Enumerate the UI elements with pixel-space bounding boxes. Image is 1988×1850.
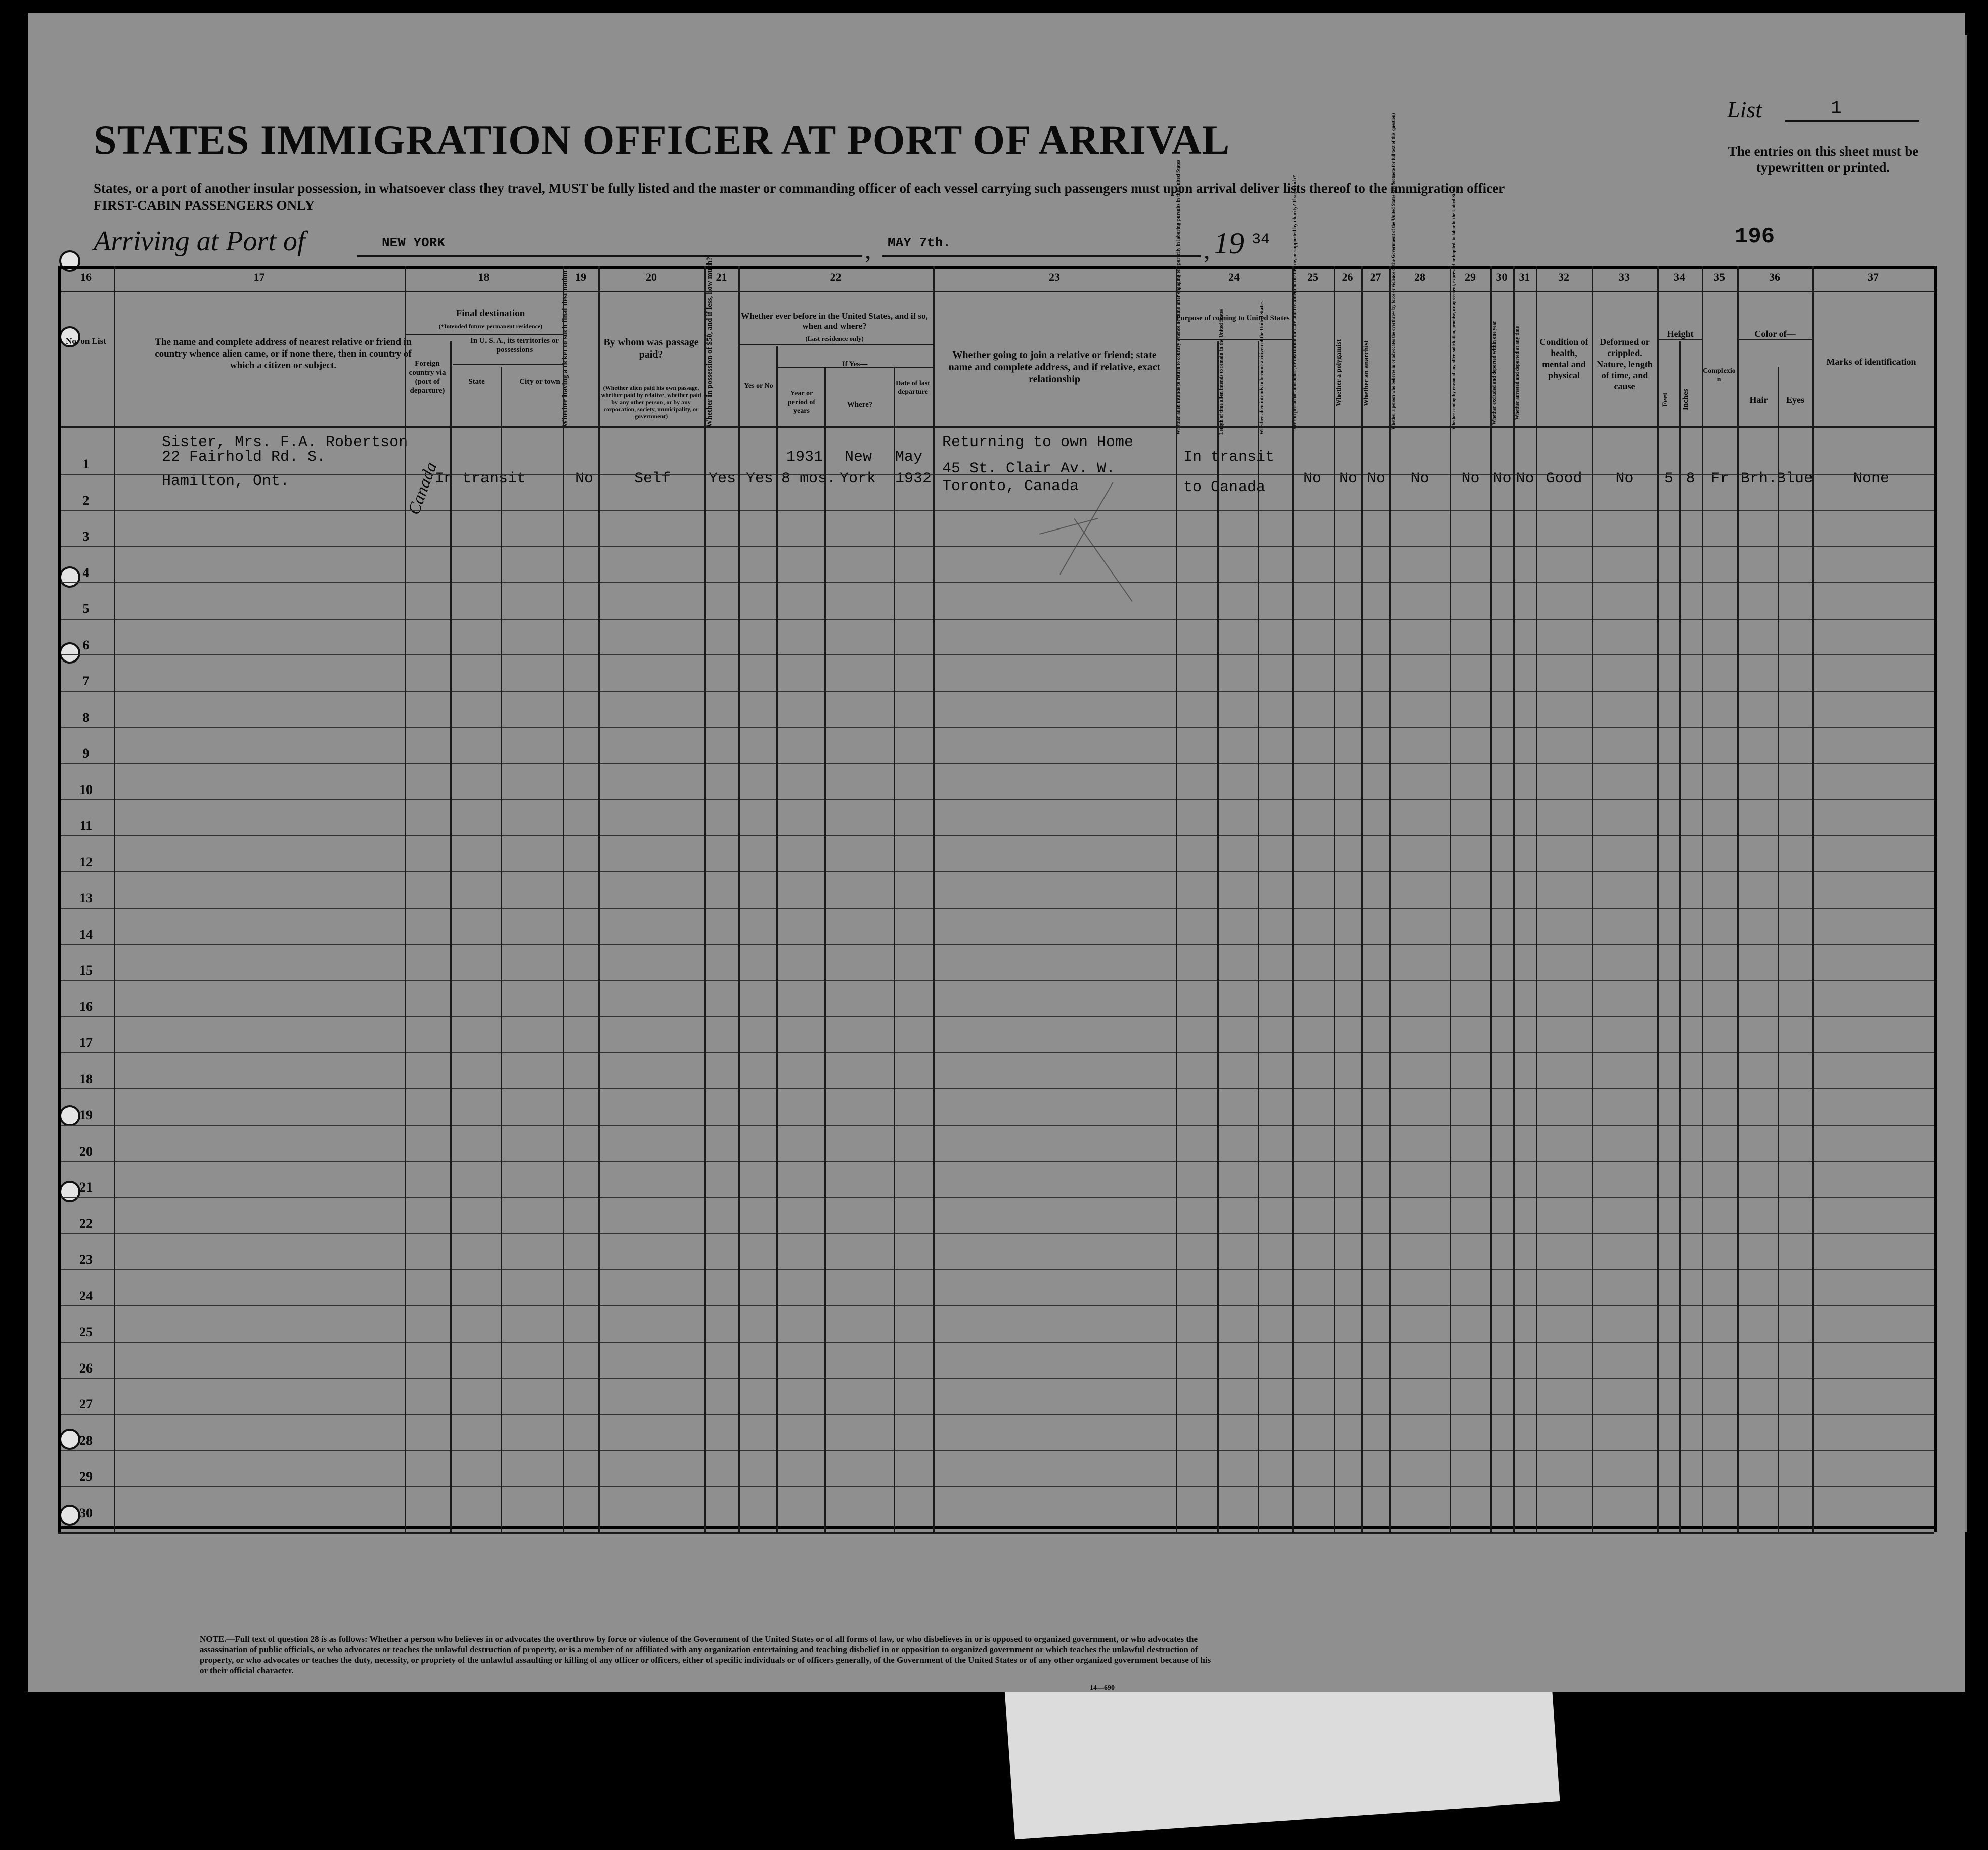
col34-feet: Feet [1661,392,1669,407]
column-number: 16 [80,271,92,283]
column-divider [1513,266,1515,1532]
column-divider [1292,266,1294,1532]
col18-state: State [468,378,485,386]
column-divider [1702,266,1703,1532]
column-number-divider [58,291,1934,292]
row-divider [58,908,1934,909]
col23-header: Whether going to join a relative or friend; state name and complete address, and if relative, exact relationship [948,349,1161,385]
sub-column-divider [1679,341,1681,1532]
column-divider [1657,266,1659,1532]
col20-header: By whom was passage paid? [603,337,699,360]
column-divider [1361,266,1363,1532]
column-divider [1536,266,1537,1532]
row-divider [58,582,1934,583]
pencil-mark [1059,482,1114,575]
relative-city: Hamilton, Ont. [162,473,290,490]
row-number: 27 [79,1397,93,1412]
row-divider [58,654,1934,655]
column-number: 19 [575,271,586,283]
column-number: 24 [1228,271,1240,283]
row-divider [58,1088,1934,1089]
before-where-2: York [840,470,876,488]
row-divider [58,510,1934,511]
column-divider [1176,266,1177,1532]
date-underline [882,255,1201,257]
row-number: 12 [79,854,93,869]
col24c-header: Whether alien intends to become a citizen of the United States [1259,301,1265,435]
col33-header: Deformed or crippled. Nature, length of time, and cause [1597,337,1653,391]
column-divider [114,266,115,1532]
row-number: 20 [79,1143,93,1159]
column-divider [1592,266,1593,1532]
sub-column-divider [1778,367,1779,1532]
join-line-1: Returning to own Home [942,434,1134,451]
row-divider [58,546,1934,547]
column-number: 20 [646,271,657,283]
header-sub-divider [405,334,563,335]
column-number: 27 [1369,271,1381,283]
column-number: 23 [1049,271,1060,283]
header-sub-divider [1657,339,1702,340]
col18-foreign: Foreign country via (port of departure) [409,360,446,395]
row-number: 4 [82,565,90,580]
column-divider [738,266,740,1532]
row-number: 23 [79,1252,93,1267]
row-number: 8 [82,710,90,725]
row-divider [58,1016,1934,1017]
arriving-label: Arriving at Port of [94,226,305,257]
column-number: 17 [253,271,265,283]
row-divider [58,691,1934,692]
polygamist-answer: No [1339,470,1357,488]
row-number: 30 [79,1505,93,1520]
row-number: 22 [79,1216,93,1231]
column-divider [598,266,600,1532]
col16-header: No. on List [66,336,106,346]
join-line-3: Toronto, Canada [942,478,1079,495]
identification-marks: None [1852,470,1889,488]
anarchist-answer: No [1366,470,1385,488]
year-prefix: 19 [1214,227,1244,260]
sub-column-divider [450,341,452,1532]
deported-answer: No [1516,470,1534,488]
row-divider [58,799,1934,800]
health-condition: Good [1545,470,1582,488]
row-divider [58,1414,1934,1415]
col18-sub: (*Intended future permanent residence) [438,323,543,330]
row-divider [58,1161,1934,1162]
column-number: 21 [716,271,727,283]
col36-title: Color of— [1754,329,1796,339]
col27-header: Whether an anarchist [1363,340,1371,406]
row-number: 5 [82,601,90,616]
row-divider [58,619,1934,620]
row-number: 11 [79,818,93,833]
col24-title: Purpose of coming to United States [1176,314,1290,322]
column-divider [1737,266,1739,1532]
before-where-1: New [845,449,872,466]
pencil-mark [1074,518,1132,602]
header-sub-divider [453,364,563,365]
col22-yesno: Yes or No [744,382,773,390]
handwritten-destination: Canada [405,459,441,517]
column-divider [704,266,706,1532]
column-number: 34 [1674,271,1685,283]
col18-city: City or town [519,378,560,386]
money-possession: Yes [709,470,736,488]
year-suffix: 34 [1252,231,1270,248]
col32-header: Condition of health, mental and physical [1539,337,1588,380]
column-number: 25 [1307,271,1318,283]
col29-header: Whether coming by reason of any offer, solicitation, promise, or agreement, expressed or implied, to labor in the United States [1451,186,1456,430]
row-number: 28 [79,1433,93,1448]
row-number: 16 [79,999,93,1014]
row-number: 24 [79,1288,93,1303]
row-divider [58,1450,1934,1451]
col18-title: Final destination [456,308,525,319]
row-divider [58,1197,1934,1198]
list-number: 1 [1831,98,1842,118]
arrival-date: MAY 7th. [888,235,951,250]
column-divider [933,266,935,1532]
typewritten-note: The entries on this sheet must be typewritten or printed. [1728,144,1919,175]
eye-color: Blue [1777,470,1814,488]
row-divider [58,1052,1934,1053]
column-number: 36 [1769,271,1780,283]
row-divider [58,474,1934,475]
col31-header: Whether arrested and deported at any time [1515,326,1520,420]
column-number: 22 [830,271,842,283]
before-date-1: May [895,449,923,466]
before-date-2: 1932 [895,470,932,488]
column-divider [1812,266,1814,1532]
column-number: 33 [1619,271,1630,283]
comma-separator: , [1204,236,1210,264]
col22-title: Whether ever before in the United States, and if so, when and where? [741,311,928,331]
column-divider [563,266,564,1532]
col22-date: Date of last departure [896,380,930,396]
cabin-class-note: FIRST-CABIN PASSENGERS ONLY [94,198,315,213]
column-divider [1334,266,1335,1532]
column-number: 31 [1519,271,1530,283]
form-instructions: States, or a port of another insular possession, in whatsoever class they travel, MUST be fully listed and the master or commanding officer of each vessel carrying such passengers must upon arrival deliver lists thereof to the immigration officer [94,181,1505,196]
col36-eyes: Eyes [1786,394,1804,405]
row-divider [58,835,1934,836]
header-sub-divider [738,344,933,345]
sub-column-divider [824,367,826,1532]
col20-note: (Whether alien paid his own passage, whether paid by relative, whether paid by any other person, or by any corporation, society, municipality, or government) [601,384,701,420]
column-divider [1450,266,1451,1532]
prison-answer: No [1303,470,1321,488]
row-number: 7 [82,674,90,688]
column-number: 37 [1868,271,1879,283]
col24b-header: Length of time alien intends to remain in the United States [1219,309,1224,435]
list-underline [1785,120,1919,122]
list-label: List [1727,97,1762,122]
ticket-answer: No [575,470,593,488]
col19-header: Whether having a ticket to such final destination [561,270,569,427]
column-divider [1934,266,1937,1532]
sub-column-divider [776,346,778,1532]
sub-column-divider [501,367,502,1532]
comma-separator: , [865,236,871,264]
col21-header: Whether in possession of $50, and if less, how much? [705,257,714,427]
table-bottom-border [58,1526,1934,1529]
row-divider [58,1125,1934,1126]
table-top-border [58,266,1934,269]
row-divider [58,727,1934,728]
col22-where: Where? [847,401,873,409]
col26-header: Whether a polygamist [1335,339,1343,407]
column-number: 30 [1496,271,1508,283]
column-number: 35 [1714,271,1725,283]
before-year: 1931 [786,449,823,466]
row-number: 6 [82,637,90,652]
col30-header: Whether excluded and deported within one year [1492,321,1497,425]
row-number: 18 [79,1071,93,1086]
column-number: 32 [1558,271,1569,283]
row-number: 21 [79,1180,93,1195]
row-number: 10 [79,782,93,797]
relative-street: 22 Fairhold Rd. S. [162,449,326,466]
col22-year: Year or period of years [787,390,816,415]
manifest-sheet [28,13,1965,1692]
sub-column-divider [894,367,895,1532]
height-feet: 5 [1664,470,1673,488]
row-number: 15 [79,963,93,978]
column-number: 28 [1414,271,1425,283]
col34-title: Height [1667,329,1694,339]
column-divider [405,266,406,1532]
sub-column-divider [1217,341,1219,1532]
deformed-answer: No [1615,470,1634,488]
pencil-mark [1039,518,1098,535]
column-divider [1490,266,1492,1532]
row-divider [58,763,1934,764]
form-title: STATES IMMIGRATION OFFICER AT PORT OF ARRIVAL [94,117,1230,163]
relative-name: Sister, Mrs. F.A. Robertson [162,434,408,451]
table-bottom-rule [58,1532,1934,1534]
row-divider [58,1486,1934,1487]
column-number: 18 [478,271,490,283]
col18-usa: In U. S. A., its territories or possessions [470,337,559,354]
sub-column-divider [1258,341,1259,1532]
purpose-line-1: In transit [1183,449,1275,466]
row-number: 14 [79,927,93,942]
overthrow-answer: No [1410,470,1429,488]
passage-paid-by: Self [634,470,671,488]
col24a-header: Whether alien intends to return to country whence he came after engaging temporarily in laboring pursuits in the United States [1176,160,1181,435]
before-period: 8 mos. [781,470,836,488]
row-number: 3 [82,529,90,544]
page-number: 196 [1735,224,1775,249]
hair-color: Brh. [1740,470,1777,488]
header-bottom-border [58,426,1934,428]
col22-ifyes: If Yes— [842,360,868,368]
row-divider [58,1342,1934,1343]
column-number: 26 [1342,271,1353,283]
arrival-port: NEW YORK [382,235,445,250]
row-number: 17 [79,1035,93,1050]
row-number: 29 [79,1469,93,1484]
row-number: 19 [79,1108,93,1122]
column-divider [1389,266,1391,1532]
header-sub-divider [776,367,933,368]
row-number: 2 [82,493,90,508]
row-divider [58,1233,1934,1234]
row-divider [58,1378,1934,1379]
join-line-2: 45 St. Clair Av. W. [942,460,1116,477]
row-number: 9 [82,746,90,761]
height-inches: 8 [1686,470,1695,488]
row-divider [58,980,1934,981]
col22-sub: (Last residence only) [805,335,864,342]
row-number: 1 [82,457,90,471]
col37-header: Marks of identification [1826,357,1916,367]
port-underline [357,255,862,257]
complexion-value: Fr [1710,470,1729,488]
row-divider [58,871,1934,872]
col17-header: The name and complete address of nearest relative or friend in country whence alien came, or if none there, then in country of which a citizen or subject. [155,337,412,371]
form-code: 14—690 [1090,1684,1115,1692]
column-number: 29 [1465,271,1476,283]
col36-hair: Hair [1749,394,1768,405]
purpose-line-2: to Canada [1183,479,1266,496]
question-28-footnote: NOTE.—Full text of question 28 is as follows: Whether a person who believes in or advocates the overthrow by force or violence of the Government of the United States or of all forms of law, or who disbelieves in or is opposed to organized government, or who advocates the assassination of public officials, or who advocates or teaches the unlawful destruction of property, or is a member of or affiliated with any organization entertaining and teaching disbelief in or opposition to organized government or which teaches the unlawful destruction of property, or who advocates or teaches the duty, necessity, or propriety of the unlawful assaulting or killing of any officer or officers, either of specific individuals or of officers generally, of the Government of the United States or of any other organized government because of his or their official character. [200,1634,1211,1676]
col34-inches: Inches [1682,389,1690,410]
row-divider [58,944,1934,945]
row-number: 26 [79,1360,93,1376]
before-in-us: Yes [746,470,774,488]
final-destination: In transit [435,470,526,488]
header-sub-divider [1737,339,1812,340]
col35-header: Complexion [1703,367,1736,383]
row-divider [58,1305,1934,1306]
header-sub-divider [1176,339,1292,340]
col25-header: Ever in prison or almshouse, or institution for care and treatment of the insane, or supported by charity? If so, which? [1292,175,1298,430]
excluded-answer: No [1493,470,1512,488]
row-number: 25 [79,1325,93,1339]
row-number: 13 [79,891,93,905]
labor-offer-answer: No [1461,470,1480,488]
col28-header: Whether a person who believes in or advocates the overthrow by force or violence of the Government of the United States (See footnote for full text of this question) [1391,113,1396,430]
row-divider [58,1269,1934,1270]
